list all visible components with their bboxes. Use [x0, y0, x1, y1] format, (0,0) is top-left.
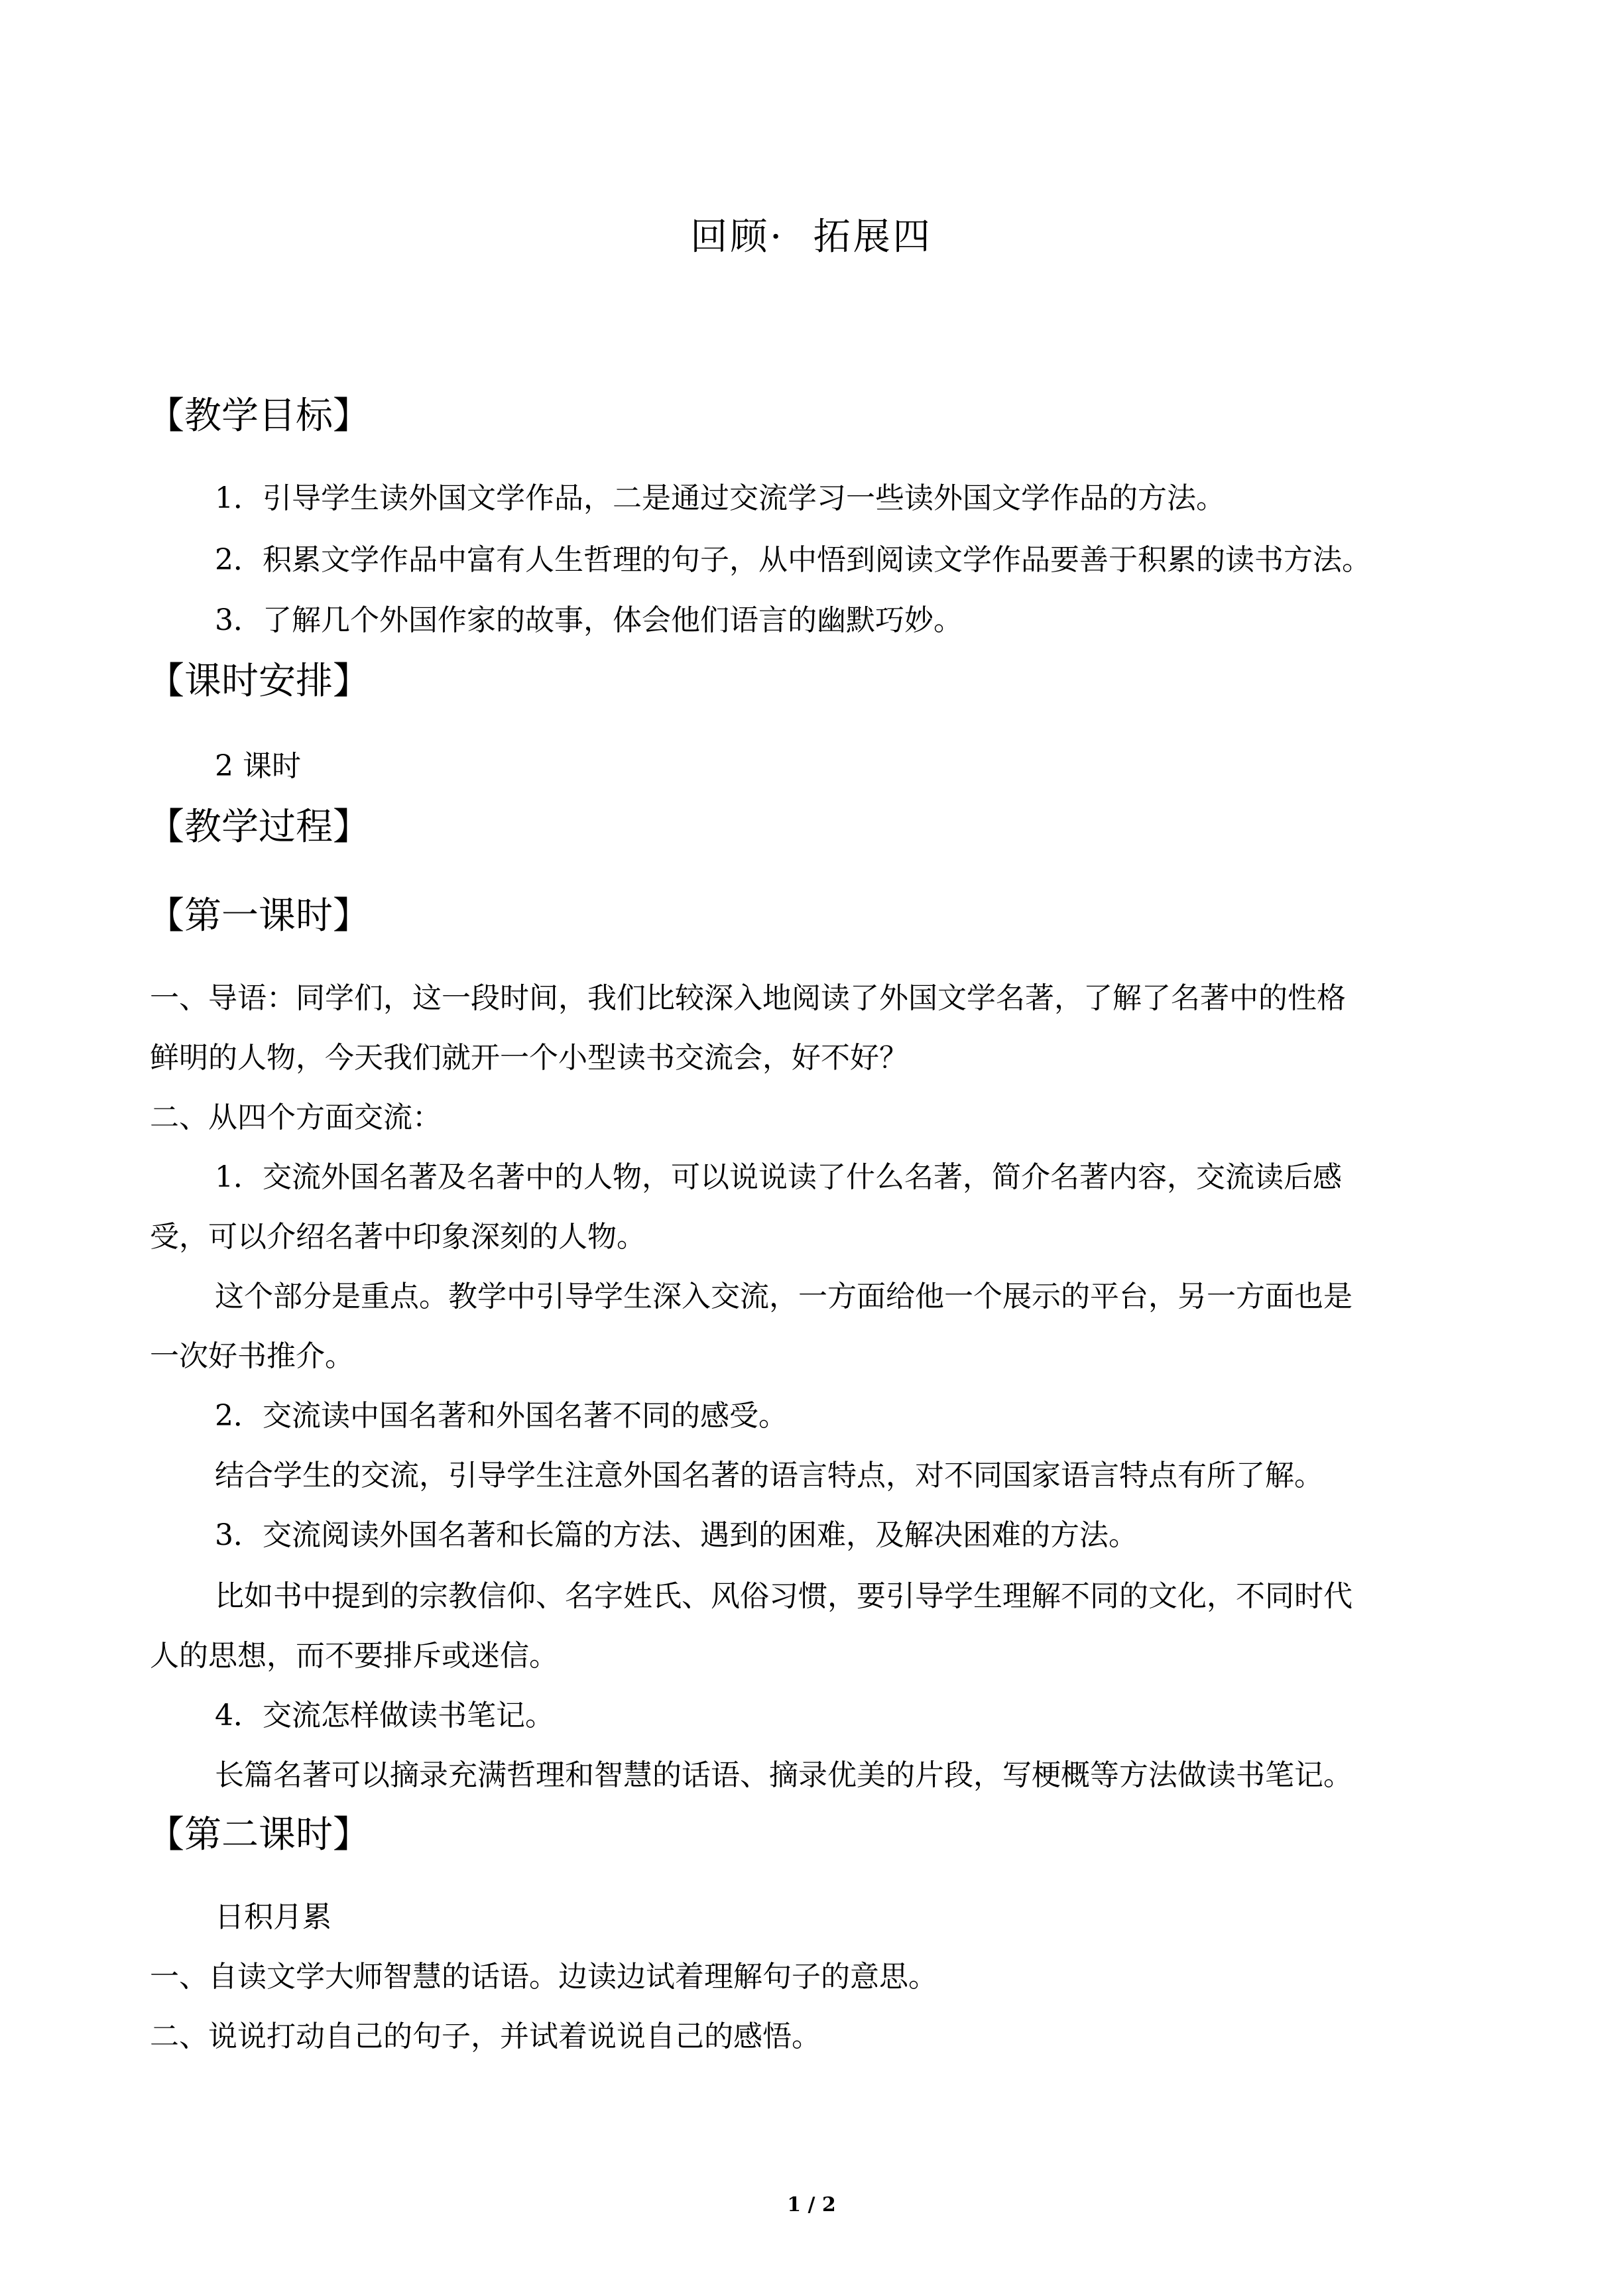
document-title: 回顾· 拓展四	[690, 215, 933, 259]
lesson1-line-9: 结合学生的交流，引导学生注意外国名著的语言特点，对不同国家语言特点有所了解。	[215, 1459, 1323, 1492]
lesson1-line-7: 一次好书推介。	[150, 1339, 354, 1373]
objective-2: 2．积累文学作品中富有人生哲理的句子，从中悟到阅读文学作品要善于积累的读书方法。	[215, 543, 1371, 577]
lesson1-line-11: 比如书中提到的宗教信仰、名字姓氏、风俗习惯，要引导学生理解不同的文化，不同时代	[215, 1579, 1352, 1613]
schedule-heading: 【课时安排】	[147, 660, 370, 703]
lesson2-heading: 【第二课时】	[147, 1813, 370, 1856]
lesson1-line-13: 4．交流怎样做读书笔记。	[215, 1699, 554, 1732]
lesson1-line-5: 受，可以介绍名著中印象深刻的人物。	[150, 1220, 646, 1254]
schedule-text: 2 课时	[215, 749, 301, 783]
page-number: 1 / 2	[787, 2193, 836, 2216]
lesson1-line-10: 3．交流阅读外国名著和长篇的方法、遇到的困难，及解决困难的方法。	[215, 1518, 1138, 1552]
lesson2-line-1: 日积月累	[215, 1900, 331, 1934]
lesson1-line-4: 1．交流外国名著及名著中的人物，可以说说读了什么名著，简介名著内容，交流读后感	[215, 1160, 1342, 1194]
lesson1-line-2: 鲜明的人物，今天我们就开一个小型读书交流会，好不好？	[150, 1041, 908, 1075]
objective-3: 3．了解几个外国作家的故事，体会他们语言的幽默巧妙。	[215, 603, 963, 637]
lesson1-heading: 【第一课时】	[147, 894, 370, 937]
objectives-heading: 【教学目标】	[147, 394, 370, 438]
lesson2-line-3: 二、说说打动自己的句子，并试着说说自己的感悟。	[150, 2020, 821, 2053]
lesson1-line-1: 一、导语：同学们，这一段时间，我们比较深入地阅读了外国文学名著，了解了名著中的性格	[150, 981, 1346, 1015]
lesson1-line-3: 二、从四个方面交流：	[150, 1101, 442, 1134]
lesson1-line-6: 这个部分是重点。教学中引导学生深入交流，一方面给他一个展示的平台，另一方面也是	[215, 1280, 1352, 1313]
lesson1-line-14: 长篇名著可以摘录充满哲理和智慧的话语、摘录优美的片段，写梗概等方法做读书笔记。	[215, 1758, 1352, 1792]
objective-1: 1．引导学生读外国文学作品，二是通过交流学习一些读外国文学作品的方法。	[215, 481, 1225, 515]
lesson2-line-2: 一、自读文学大师智慧的话语。边读边试着理解句子的意思。	[150, 1960, 937, 1994]
lesson1-line-12: 人的思想，而不要排斥或迷信。	[150, 1639, 558, 1673]
lesson1-line-8: 2．交流读中国名著和外国名著不同的感受。	[215, 1399, 788, 1433]
process-heading: 【教学过程】	[147, 806, 370, 849]
